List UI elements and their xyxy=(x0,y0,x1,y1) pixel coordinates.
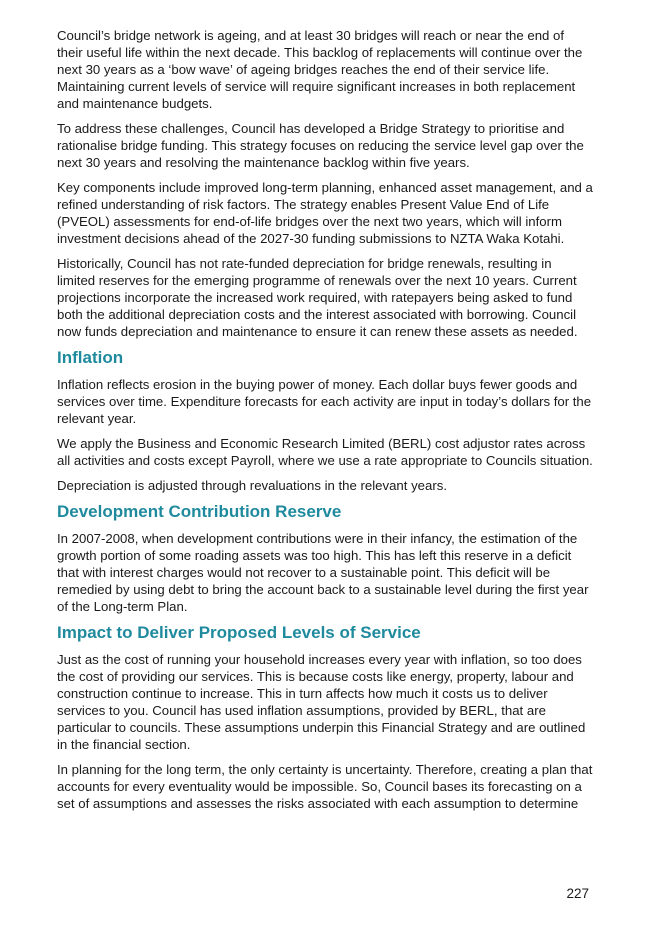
body-paragraph: Historically, Council has not rate-funded depreciation for bridge renewals, resulting in limited reserves for the emerging programme of renewals over the next 10 years. Current projections incorporate the increased work required, with ratepayers being asked to fund both the additional depreciation costs and the interest associated with borrowing. Council now funds depreciation and maintenance to ensure it can renew these assets as needed. xyxy=(57,256,578,339)
body-paragraph: In 2007-2008, when development contributions were in their infancy, the estimation of the growth portion of some roading assets was too high. This has left this reserve in a deficit that with interest charges would not recover to a sustainable point. This deficit will be remedied by using debt to bring the account back to a sustainable level during the first year of the Long-term Plan. xyxy=(57,531,589,614)
section-heading-inflation: Inflation xyxy=(57,348,124,367)
body-paragraph: To address these challenges, Council has developed a Bridge Strategy to prioritise and rationalise bridge funding. This strategy focuses on reducing the service level gap over the next 30 years and resolving the maintenance backlog within five years. xyxy=(57,121,584,170)
body-paragraph: Inflation reflects erosion in the buying power of money. Each dollar buys fewer goods and services over time. Expenditure forecasts for each activity are input in today’s dollars for the relevant year. xyxy=(57,377,592,426)
body-paragraph: We apply the Business and Economic Research Limited (BERL) cost adjustor rates across all activities and costs except Payroll, where we use a rate appropriate to Councils situation. xyxy=(57,436,593,468)
section-heading-development-contribution-reserve: Development Contribution Reserve xyxy=(57,502,342,521)
body-paragraph: Just as the cost of running your household increases every year with inflation, so too does the cost of providing our services. This is because costs like energy, property, labour and construction continue to increase. This in turn affects how much it costs us to deliver services to you. Council has used inflation assumptions, provided by BERL, that are particular to councils. These assumptions underpin this Financial Strategy and are outlined in the financial section. xyxy=(57,652,586,752)
body-paragraph: Key components include improved long-term planning, enhanced asset management, and a refined understanding of risk factors. The strategy enables Present Value End of Life (PVEOL) assessments for end-of-life bridges over the next two years, which will inform investment decisions ahead of the 2027-30 funding submissions to NZTA Waka Kotahi. xyxy=(57,180,593,246)
body-paragraph: Council’s bridge network is ageing, and at least 30 bridges will reach or near the end of their useful life within the next decade. This backlog of replacements will continue over the next 30 years as a ‘bow wave’ of ageing bridges reaches the end of their service life. Maintaining current levels of service will require significant increases in both replacement and maintenance budgets. xyxy=(57,28,583,111)
page-content xyxy=(57,27,593,820)
body-paragraph: Depreciation is adjusted through revaluations in the relevant years. xyxy=(57,478,447,493)
section-heading-impact-levels-of-service: Impact to Deliver Proposed Levels of Service xyxy=(57,623,421,642)
body-paragraph: In planning for the long term, the only certainty is uncertainty. Therefore, creating a plan that accounts for every eventuality would be impossible. So, Council bases its forecasting on a set of assumptions and assesses the risks associated with each assumption to determine xyxy=(57,762,593,811)
page-number: 227 xyxy=(566,886,589,901)
